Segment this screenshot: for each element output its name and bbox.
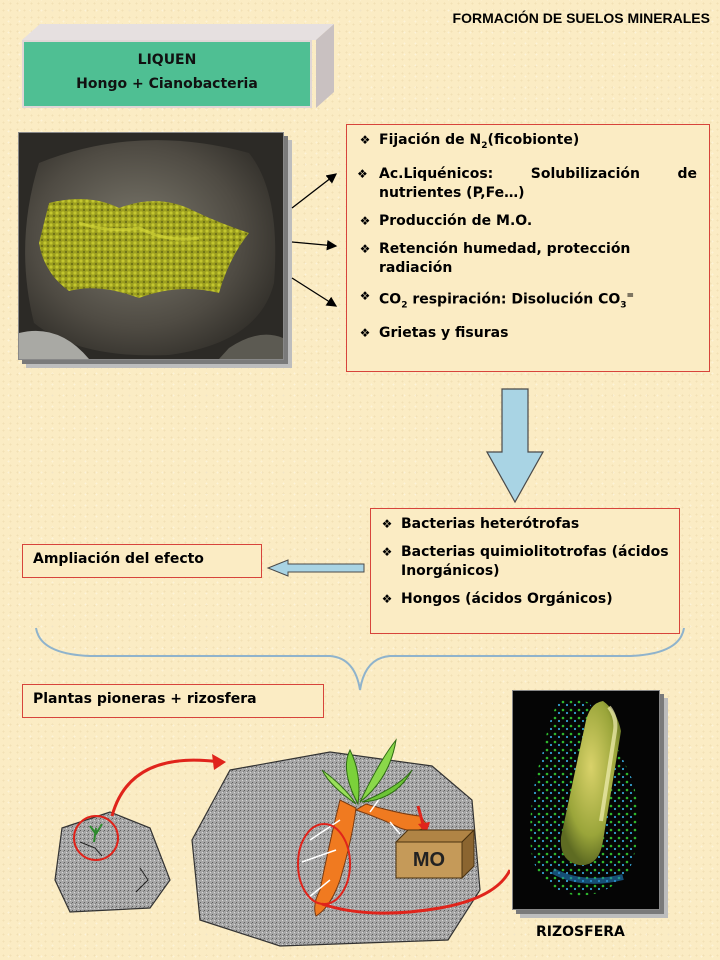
rizosfera-image [513,691,659,909]
bullet-icon: ❖ [381,592,393,606]
bullet-icon: ❖ [381,517,393,531]
red-curve-arrow-1 [112,760,220,816]
effect-item: ❖ Ac.Liquénicos: Solubilización de nutrientes (P,Fe…) [357,165,697,201]
soil-formation-illustration [40,730,510,950]
effect-item: ❖ Grietas y fisuras [361,324,697,343]
liquen-title: LIQUEN [137,52,197,68]
plantas-box [22,684,324,718]
mo-label: MO [412,849,446,871]
microbe-item: ❖ Hongos (ácidos Orgánicos) [383,590,671,609]
effects-arrows [286,170,350,310]
arrow-mid [292,242,336,246]
page-title: FORMACIÓN DE SUELOS MINERALES [452,10,710,26]
down-arrow [486,388,544,504]
small-rock [55,812,170,912]
microbes-box [370,508,680,634]
ampliacion-box [22,544,262,578]
bullet-icon: ❖ [359,213,371,228]
ampliacion-label: Ampliación del efecto [33,551,204,567]
bullet-icon: ❖ [359,326,371,341]
rizosfera-photo [512,690,660,910]
arrow-up [292,174,336,208]
effect-item: ❖ Fijación de $N_2(ficobionte)$ [361,131,697,156]
lichen-photo [18,132,284,360]
effect-item: ❖ Retención humedad, protección radiación [361,240,697,278]
bullet-icon: ❖ [357,166,368,181]
bullet-icon: ❖ [359,241,371,256]
rizosfera-label: RIZOSFERA [536,924,625,940]
liquen-box [22,22,334,110]
lichen-effects-list [357,131,697,343]
lichen-rock-image [19,133,283,359]
liquen-subtitle: Hongo + Cianobacteria [76,76,258,92]
left-arrow [266,558,366,578]
bullet-icon: ❖ [381,545,393,559]
microbe-item: ❖ Bacterias quimiolitotrofas (ácidos Inorgánicos) [383,543,671,581]
effect-item: ❖ $CO_2$ respiración: Disolución $CO_3^=$ [361,287,697,315]
arrow-down [292,278,336,306]
bullet-icon: ❖ [359,133,371,147]
microbe-item: ❖ Bacterias heterótrofas [383,515,671,534]
lichen-effects-box [346,124,710,372]
bullet-icon: ❖ [359,288,371,303]
plantas-label: Plantas pioneras + rizosfera [33,691,257,707]
effect-item: ❖ Producción de M.O. [361,212,697,231]
microbes-list [383,515,671,609]
liquen-box-face [22,40,312,108]
